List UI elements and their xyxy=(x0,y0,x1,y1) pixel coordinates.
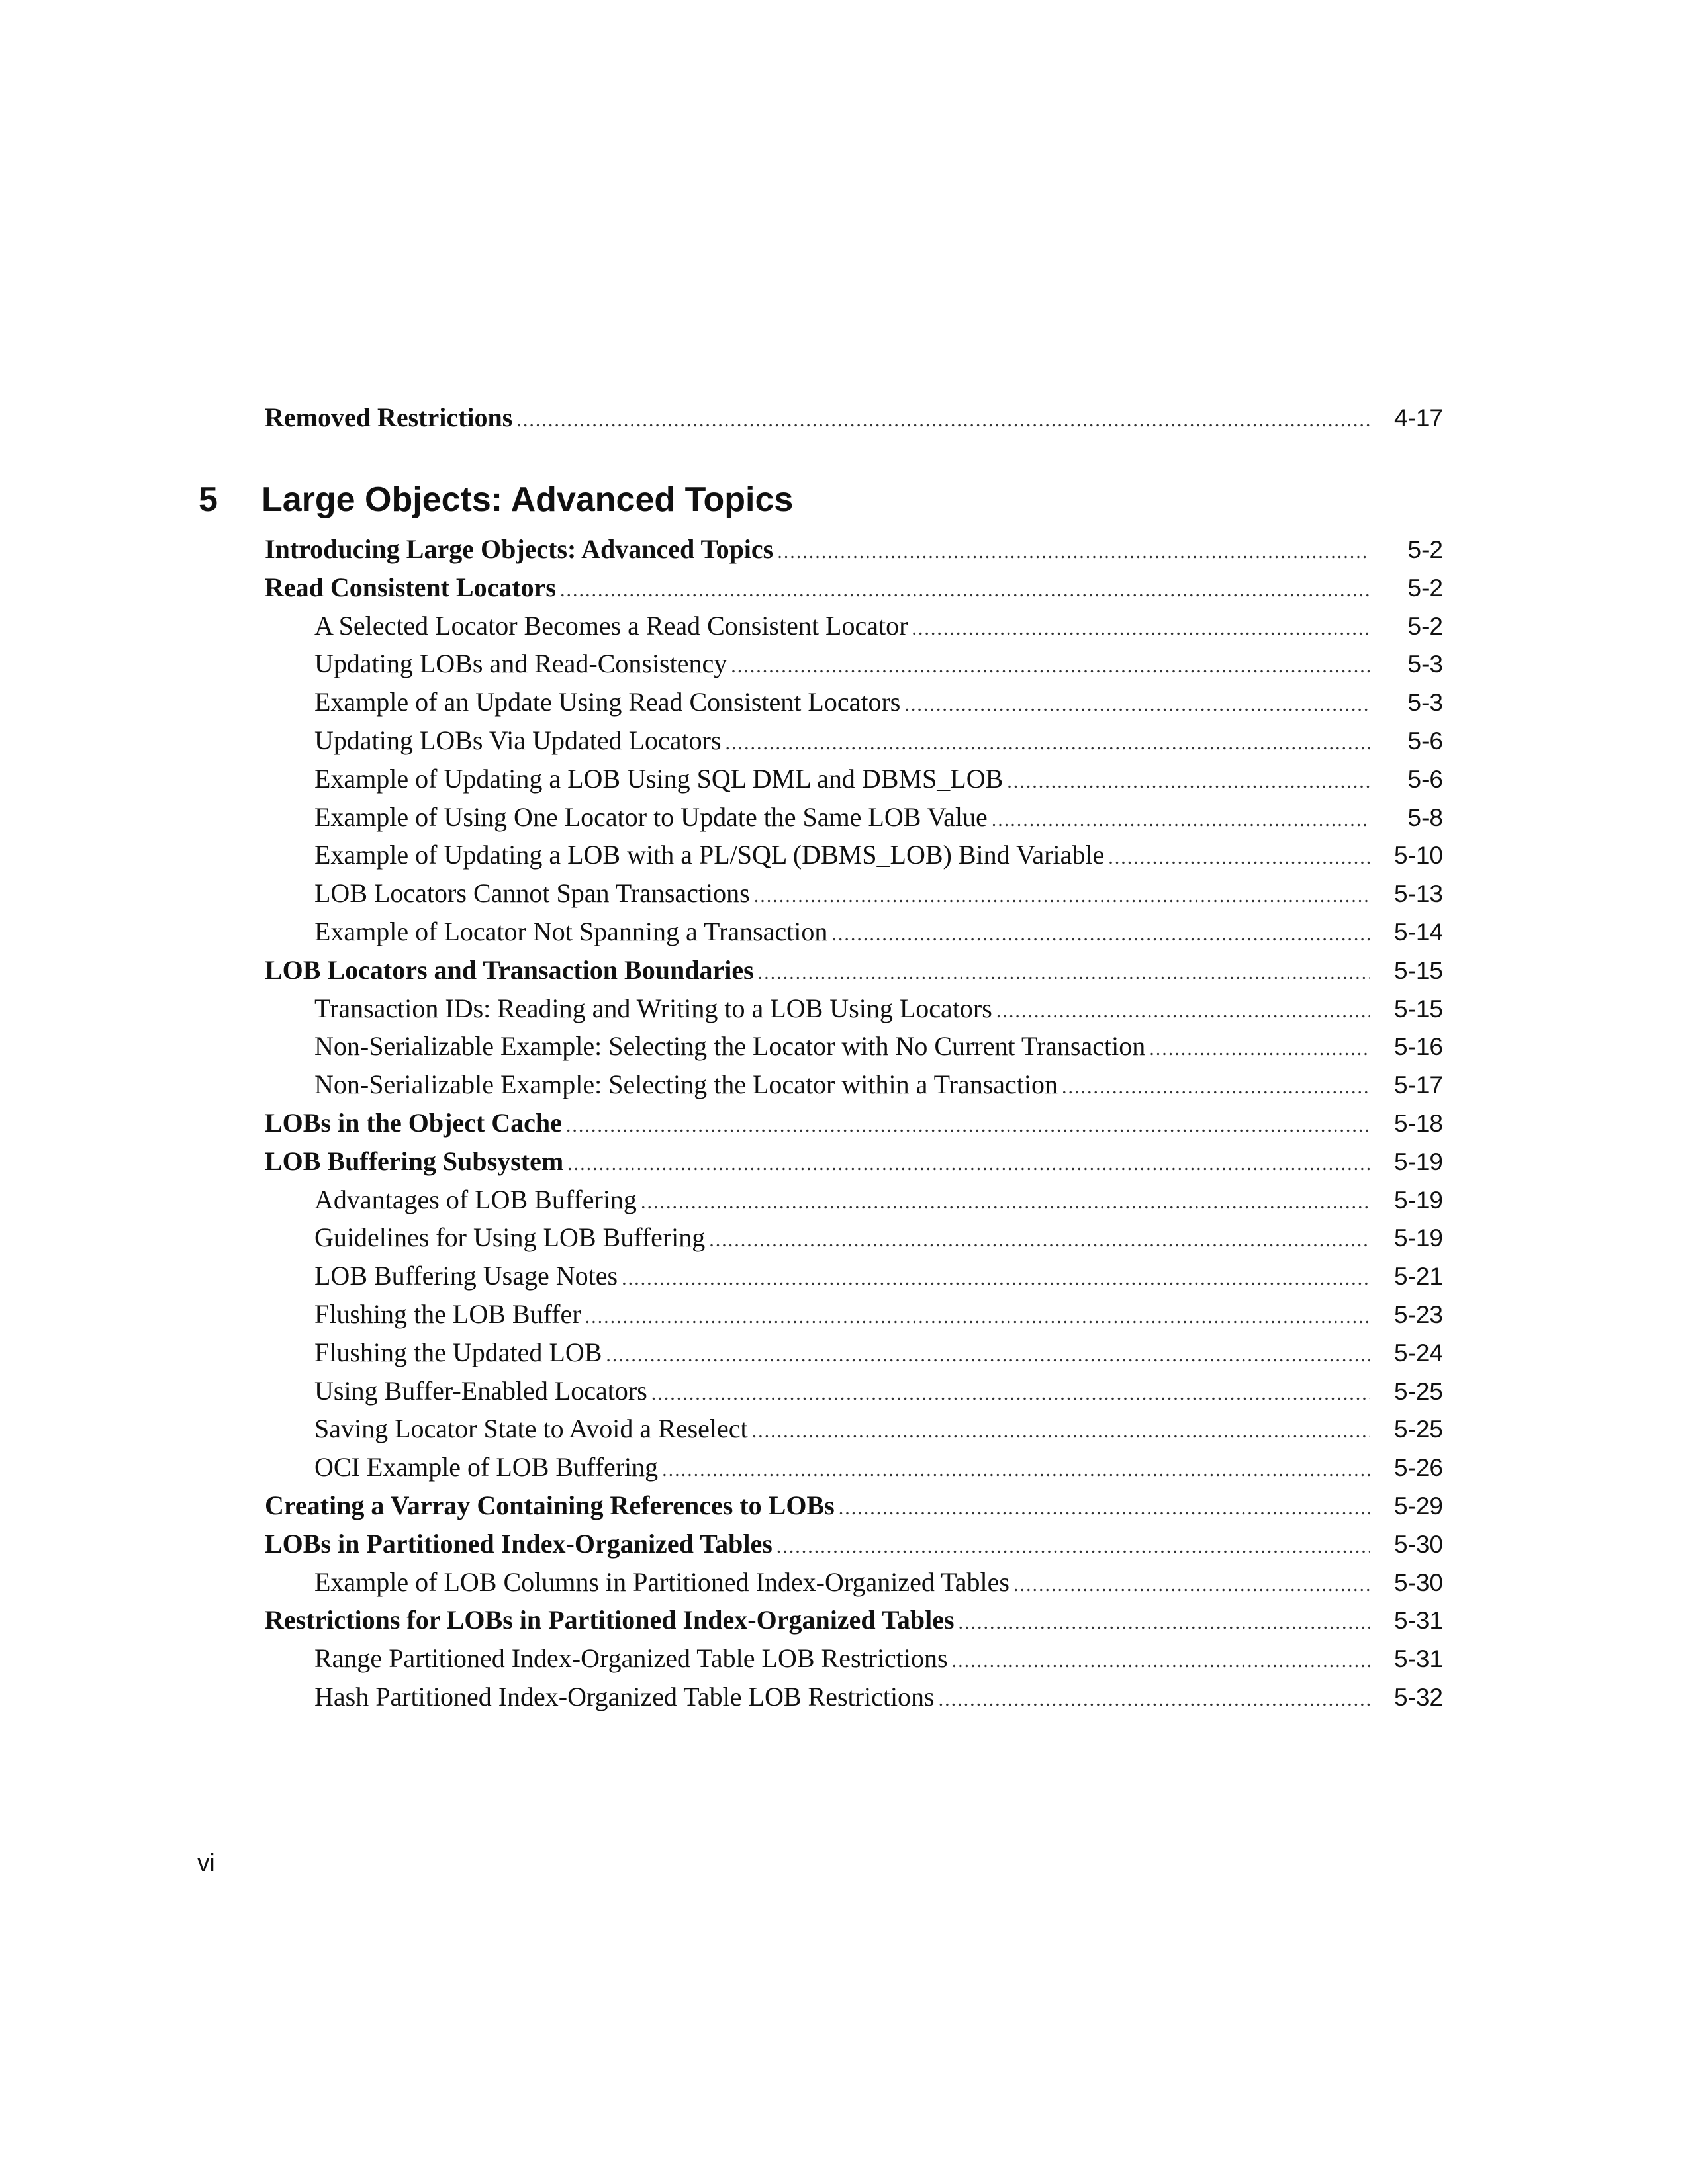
toc-entry-title[interactable]: Removed Restrictions xyxy=(265,402,513,432)
dot-leader xyxy=(754,877,1370,913)
toc-entry[interactable] xyxy=(314,1181,1443,1219)
dot-leader xyxy=(776,1527,1370,1563)
toc-entry-title[interactable]: Advantages of LOB Buffering xyxy=(314,1185,637,1214)
toc-entry-page[interactable]: 5-2 xyxy=(1407,574,1443,602)
toc-entry-title[interactable]: Read Consistent Locators xyxy=(265,572,556,602)
toc-entry-title[interactable]: Example of LOB Columns in Partitioned Index-Organized Tables xyxy=(314,1567,1009,1597)
toc-entry[interactable] xyxy=(314,1639,1443,1678)
toc-entry-page[interactable]: 5-3 xyxy=(1407,689,1443,716)
toc-entry-page[interactable]: 5-8 xyxy=(1407,804,1443,831)
toc-entry[interactable] xyxy=(314,1678,1443,1716)
toc-entry-title[interactable]: Transaction IDs: Reading and Writing to a LOB Using Locators xyxy=(314,993,992,1023)
toc-entry-page[interactable]: 5-23 xyxy=(1393,1301,1443,1328)
toc-entry[interactable] xyxy=(265,530,1443,569)
toc-entry-page[interactable]: 5-24 xyxy=(1393,1340,1443,1367)
toc-entry[interactable] xyxy=(265,1486,1443,1525)
toc-entry-page[interactable]: 5-31 xyxy=(1393,1645,1443,1672)
toc-entry-title[interactable]: LOB Locators and Transaction Boundaries xyxy=(265,955,754,985)
dot-leader xyxy=(777,533,1370,569)
toc-entry-page[interactable]: 5-26 xyxy=(1393,1454,1443,1481)
toc-entry[interactable] xyxy=(265,1525,1443,1563)
toc-entry[interactable] xyxy=(314,1027,1443,1066)
toc-entry[interactable] xyxy=(265,398,1443,437)
toc-entry[interactable] xyxy=(314,836,1443,874)
toc-entry[interactable] xyxy=(265,1104,1443,1142)
toc-entry-page[interactable]: 5-19 xyxy=(1393,1187,1443,1214)
toc-entry-page[interactable]: 5-2 xyxy=(1407,613,1443,640)
toc-entry-page[interactable]: 5-25 xyxy=(1393,1416,1443,1443)
toc-entry[interactable] xyxy=(314,645,1443,683)
toc-entry-page[interactable]: 5-13 xyxy=(1393,880,1443,907)
dot-leader xyxy=(560,571,1370,607)
toc-entry-title[interactable]: Example of an Update Using Read Consistent Locators xyxy=(314,687,901,717)
toc-entry-title[interactable]: Non-Serializable Example: Selecting the Locator within a Transaction xyxy=(314,1069,1058,1099)
dot-leader xyxy=(662,1451,1370,1486)
toc-entry[interactable] xyxy=(314,607,1443,645)
toc-entry-page[interactable]: 5-10 xyxy=(1393,842,1443,869)
toc-entry-title[interactable]: Example of Using One Locator to Update the Same LOB Value xyxy=(314,802,988,832)
toc-entry-title[interactable]: LOBs in Partitioned Index-Organized Tables xyxy=(265,1529,773,1559)
chapter-heading xyxy=(199,477,793,523)
toc-entry-page[interactable]: 5-2 xyxy=(1407,536,1443,563)
toc-entry-title[interactable]: LOB Buffering Usage Notes xyxy=(314,1261,618,1291)
toc-entry[interactable] xyxy=(265,951,1443,989)
dot-leader xyxy=(516,401,1370,437)
dot-leader xyxy=(622,1259,1370,1295)
dot-leader xyxy=(709,1221,1370,1257)
toc-entry-page[interactable]: 5-19 xyxy=(1393,1148,1443,1175)
dot-leader xyxy=(731,647,1370,683)
dot-leader xyxy=(585,1298,1370,1334)
toc-entry-page[interactable]: 4-17 xyxy=(1393,404,1443,432)
toc-entry[interactable] xyxy=(314,1372,1443,1410)
chapter-title: Large Objects: Advanced Topics xyxy=(261,480,794,519)
dot-leader xyxy=(904,686,1370,721)
toc-entry-page[interactable]: 5-15 xyxy=(1393,957,1443,984)
toc-entry[interactable] xyxy=(314,1218,1443,1257)
toc-entry[interactable] xyxy=(265,1142,1443,1181)
toc-entry[interactable] xyxy=(314,1066,1443,1104)
toc-entry-title[interactable]: LOBs in the Object Cache xyxy=(265,1108,562,1138)
dot-leader xyxy=(1149,1030,1370,1066)
toc-entry[interactable] xyxy=(265,569,1443,607)
dot-leader xyxy=(566,1107,1370,1142)
toc-entry-title[interactable]: A Selected Locator Becomes a Read Consistent Locator xyxy=(314,611,908,641)
dot-leader xyxy=(1108,839,1370,874)
toc-entry-page[interactable]: 5-31 xyxy=(1393,1607,1443,1634)
dot-leader xyxy=(831,915,1370,951)
toc-entry[interactable] xyxy=(314,1410,1443,1448)
toc-entry-page[interactable]: 5-3 xyxy=(1407,651,1443,678)
dot-leader xyxy=(839,1489,1370,1525)
toc-entry-page[interactable]: 5-6 xyxy=(1407,766,1443,793)
toc-entry-page[interactable]: 5-25 xyxy=(1393,1378,1443,1405)
dot-leader xyxy=(959,1604,1370,1639)
toc-entry-title[interactable]: Flushing the Updated LOB xyxy=(314,1338,602,1367)
toc-entry-title[interactable]: Example of Updating a LOB Using SQL DML and DBMS_LOB xyxy=(314,764,1004,794)
toc-entry[interactable] xyxy=(314,798,1443,837)
dot-leader xyxy=(1013,1566,1370,1602)
toc-entry[interactable] xyxy=(314,1334,1443,1372)
dot-leader xyxy=(992,801,1370,837)
toc-entry-title[interactable]: Range Partitioned Index-Organized Table LOB Restrictions xyxy=(314,1643,948,1673)
toc-entry-page[interactable]: 5-32 xyxy=(1393,1684,1443,1711)
toc-entry-page[interactable]: 5-14 xyxy=(1393,919,1443,946)
toc-entry-title[interactable]: Example of Updating a LOB with a PL/SQL (DBMS_LOB) Bind Variable xyxy=(314,840,1105,870)
toc-entry[interactable] xyxy=(314,1448,1443,1486)
toc-entry-title[interactable]: Updating LOBs and Read-Consistency xyxy=(314,649,727,678)
toc-entry-title[interactable]: Hash Partitioned Index-Organized Table LOB Restrictions xyxy=(314,1682,935,1711)
toc-entry-page[interactable]: 5-15 xyxy=(1393,995,1443,1023)
toc-entry-page[interactable]: 5-18 xyxy=(1393,1110,1443,1137)
dot-leader xyxy=(641,1183,1370,1219)
dot-leader xyxy=(651,1375,1370,1410)
toc-entry-page[interactable]: 5-29 xyxy=(1393,1492,1443,1520)
toc-entry-title[interactable]: LOB Locators Cannot Span Transactions xyxy=(314,878,750,908)
toc-entry[interactable] xyxy=(314,1295,1443,1334)
toc-entry-title[interactable]: Updating LOBs Via Updated Locators xyxy=(314,725,722,755)
dot-leader xyxy=(996,992,1370,1028)
dot-leader xyxy=(567,1145,1370,1181)
toc-entry-page[interactable]: 5-6 xyxy=(1407,727,1443,754)
dot-leader xyxy=(606,1336,1370,1372)
toc-entry-title[interactable]: OCI Example of LOB Buffering xyxy=(314,1452,659,1482)
toc-entry-title[interactable]: Creating a Varray Containing References to LOBs xyxy=(265,1490,835,1520)
toc-entry[interactable] xyxy=(314,760,1443,798)
dot-leader xyxy=(758,954,1370,989)
dot-leader xyxy=(1062,1068,1370,1104)
toc-entry-page[interactable]: 5-30 xyxy=(1393,1531,1443,1558)
dot-leader xyxy=(726,724,1370,760)
chapter-number: 5 xyxy=(199,480,218,519)
toc-entry[interactable] xyxy=(265,1601,1443,1639)
toc-entry-page[interactable]: 5-19 xyxy=(1393,1224,1443,1251)
toc-entry-page[interactable]: 5-16 xyxy=(1393,1033,1443,1060)
toc-entry[interactable] xyxy=(314,683,1443,721)
toc-entry-title[interactable]: Restrictions for LOBs in Partitioned Index-Organized Tables xyxy=(265,1605,955,1635)
toc-entry-page[interactable]: 5-30 xyxy=(1393,1569,1443,1596)
dot-leader xyxy=(752,1412,1370,1448)
toc-entry-page[interactable]: 5-21 xyxy=(1393,1263,1443,1290)
toc-entry-title[interactable]: Saving Locator State to Avoid a Reselect xyxy=(314,1414,748,1443)
dot-leader xyxy=(952,1642,1370,1678)
toc-entry[interactable] xyxy=(314,913,1443,951)
dot-leader xyxy=(912,610,1370,645)
toc-entry-title[interactable]: Flushing the LOB Buffer xyxy=(314,1299,581,1329)
toc-entry[interactable] xyxy=(314,721,1443,760)
dot-leader xyxy=(939,1680,1370,1716)
toc-entry-title[interactable]: Using Buffer-Enabled Locators xyxy=(314,1376,647,1406)
footer-page-number: vi xyxy=(197,1849,215,1876)
toc-entry[interactable] xyxy=(314,1257,1443,1295)
dot-leader xyxy=(1007,762,1370,798)
toc-entry-title[interactable]: Guidelines for Using LOB Buffering xyxy=(314,1222,706,1252)
toc-entry-title[interactable]: Example of Locator Not Spanning a Transaction xyxy=(314,917,828,946)
toc-entry[interactable] xyxy=(314,874,1443,913)
toc-entry-title[interactable]: Introducing Large Objects: Advanced Topics xyxy=(265,534,774,564)
toc-entry-page[interactable]: 5-17 xyxy=(1393,1071,1443,1099)
toc-entry-title[interactable]: LOB Buffering Subsystem xyxy=(265,1146,564,1176)
toc-entry-title[interactable]: Non-Serializable Example: Selecting the Locator with No Current Transaction xyxy=(314,1031,1146,1061)
toc-entry[interactable] xyxy=(314,989,1443,1028)
toc-entry[interactable] xyxy=(314,1563,1443,1602)
